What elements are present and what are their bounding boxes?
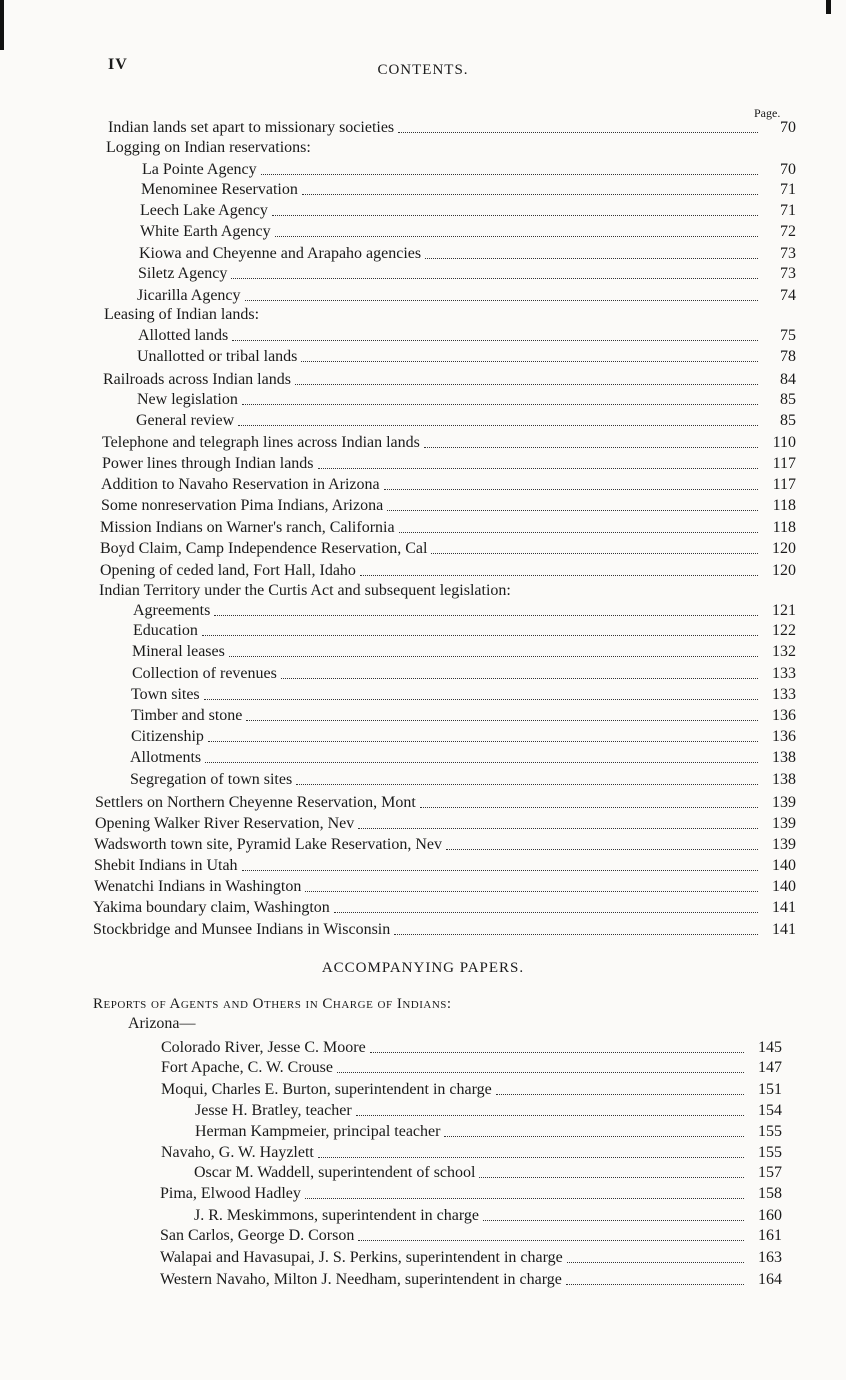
entry-label: Allotments: [130, 749, 202, 766]
report-entry: [160, 1226, 782, 1246]
page-reference: 117: [772, 455, 796, 472]
entry-label: Stockbridge and Munsee Indians in Wisconsin: [93, 921, 391, 938]
page-reference: 133: [772, 686, 796, 703]
page-reference: 117: [772, 476, 796, 493]
page-reference: 141: [772, 899, 796, 916]
page-reference: 71: [780, 202, 796, 219]
report-entry: [194, 1163, 782, 1183]
entry-label: Telephone and telegraph lines across Indian lands: [102, 434, 420, 451]
section-title-accompanying-papers: ACCOMPANYING PAPERS.: [321, 960, 525, 976]
dot-leader: [370, 1051, 744, 1053]
entry-label: Fort Apache, C. W. Crouse: [161, 1059, 333, 1076]
entry-label: Power lines through Indian lands: [102, 455, 314, 472]
entry-label: Siletz Agency: [138, 265, 228, 282]
page-reference: 147: [758, 1059, 782, 1076]
page-reference: 155: [758, 1123, 782, 1140]
dot-leader: [483, 1219, 744, 1221]
page-reference: 120: [772, 562, 796, 579]
page-reference: 121: [772, 602, 796, 619]
page-reference: 75: [780, 327, 796, 344]
page-reference: 136: [772, 707, 796, 724]
entry-label: Menominee Reservation: [141, 181, 298, 198]
entry-label: New legislation: [137, 391, 238, 408]
entry-label: Wadsworth town site, Pyramid Lake Reservation, Nev: [94, 836, 442, 853]
page-reference: 70: [780, 119, 796, 136]
entry-label: Mineral leases: [132, 643, 225, 660]
page-reference: 74: [780, 287, 796, 304]
report-entry: [160, 1248, 782, 1268]
page-reference: 85: [780, 412, 796, 429]
page-reference: 164: [758, 1271, 782, 1288]
dot-leader: [337, 1071, 744, 1073]
page-reference: 155: [758, 1144, 782, 1161]
page-reference: 151: [758, 1081, 782, 1098]
page-reference: 161: [758, 1227, 782, 1244]
page-reference: 140: [772, 857, 796, 874]
entry-label: Pima, Elwood Hadley: [160, 1185, 301, 1202]
entry-label: Opening Walker River Reservation, Nev: [95, 815, 355, 832]
entry-label: Segregation of town sites: [130, 771, 293, 788]
entry-label: Wenatchi Indians in Washington: [94, 878, 302, 895]
page-reference: 136: [772, 728, 796, 745]
page-reference: 72: [780, 223, 796, 240]
entry-label: Kiowa and Cheyenne and Arapaho agencies: [139, 245, 422, 262]
page-reference: 133: [772, 665, 796, 682]
entry-label: Oscar M. Waddell, superintendent of school: [194, 1164, 476, 1181]
report-entry: [160, 1270, 782, 1290]
report-entry: [161, 1143, 782, 1163]
entry-label: Education: [133, 622, 198, 639]
page-reference: 141: [772, 921, 796, 938]
page-reference: 139: [772, 836, 796, 853]
page-reference: 71: [780, 181, 796, 198]
page-reference: 70: [780, 161, 796, 178]
page-column-label: Page.: [754, 106, 781, 120]
page-reference: 158: [758, 1185, 782, 1202]
page-reference: 122: [772, 622, 796, 639]
page-reference: 139: [772, 815, 796, 832]
entry-label: Indian Territory under the Curtis Act and subsequent legislation:: [99, 582, 511, 599]
page-reference: 118: [772, 497, 796, 514]
page-reference: 154: [758, 1102, 782, 1119]
entry-label: Mission Indians on Warner's ranch, California: [100, 519, 395, 536]
entry-label: Collection of revenues: [132, 665, 277, 682]
page-number: IV: [108, 56, 128, 73]
page-title: CONTENTS.: [377, 62, 469, 78]
page-reference: 139: [772, 794, 796, 811]
entry-label: Unallotted or tribal lands: [137, 348, 298, 365]
entry-label: Timber and stone: [131, 707, 243, 724]
report-entry: [161, 1058, 782, 1078]
dot-leader: [318, 1156, 744, 1158]
entry-label: Moqui, Charles E. Burton, superintendent in charge: [161, 1081, 492, 1098]
report-entry: [160, 1184, 782, 1204]
entry-label: General review: [136, 412, 235, 429]
entry-label: San Carlos, George D. Corson: [160, 1227, 355, 1244]
page-reference: 84: [780, 371, 796, 388]
report-entry: [195, 1101, 782, 1121]
entry-label: Town sites: [131, 686, 200, 703]
entry-label: Jicarilla Agency: [137, 287, 241, 304]
page-reference: 140: [772, 878, 796, 895]
page-reference: 163: [758, 1249, 782, 1266]
entry-label: Herman Kampmeier, principal teacher: [195, 1123, 441, 1140]
entry-label: Indian lands set apart to missionary societies: [108, 119, 395, 136]
page-reference: 132: [772, 643, 796, 660]
page-reference: 145: [758, 1039, 782, 1056]
entry-label: Railroads across Indian lands: [103, 371, 291, 388]
page-reference: 78: [780, 348, 796, 365]
entry-label: Yakima boundary claim, Washington: [93, 899, 330, 916]
page-reference: 73: [780, 245, 796, 262]
page-reference: 73: [780, 265, 796, 282]
page-reference: 157: [758, 1164, 782, 1181]
entry-label: Allotted lands: [138, 327, 229, 344]
entry-label: Citizenship: [131, 728, 204, 745]
entry-label: Logging on Indian reservations:: [106, 139, 311, 156]
page-reference: 160: [758, 1207, 782, 1224]
entry-label: La Pointe Agency: [142, 161, 257, 178]
entry-label: J. R. Meskimmons, superintendent in charge: [194, 1207, 479, 1224]
dot-leader: [305, 1197, 744, 1199]
report-entry: [194, 1206, 782, 1226]
entry-label: Leech Lake Agency: [140, 202, 268, 219]
entry-label: Agreements: [133, 602, 211, 619]
page-reference: 120: [772, 540, 796, 557]
entry-label: Western Navaho, Milton J. Needham, superintendent in charge: [160, 1271, 562, 1288]
page-reference: 138: [772, 771, 796, 788]
dot-leader: [358, 1239, 744, 1241]
state-heading: Arizona—: [128, 1015, 196, 1032]
entry-label: Navaho, G. W. Hayzlett: [161, 1144, 314, 1161]
page-reference: 138: [772, 749, 796, 766]
page-reference: 118: [772, 519, 796, 536]
dot-leader: [479, 1176, 744, 1178]
entry-label: Leasing of Indian lands:: [104, 306, 260, 323]
report-entry: [161, 1038, 782, 1058]
entry-label: Opening of ceded land, Fort Hall, Idaho: [100, 562, 356, 579]
entry-label: Walapai and Havasupai, J. S. Perkins, superintendent in charge: [160, 1249, 563, 1266]
page-reference: 85: [780, 391, 796, 408]
dot-leader: [566, 1283, 744, 1285]
dot-leader: [356, 1114, 744, 1116]
entry-label: Addition to Navaho Reservation in Arizona: [101, 476, 380, 493]
entry-label: Boyd Claim, Camp Independence Reservation, Cal: [100, 540, 428, 557]
dot-leader: [496, 1093, 744, 1095]
page-reference: 110: [772, 434, 796, 451]
dot-leader: [444, 1135, 744, 1137]
entry-label: Colorado River, Jesse C. Moore: [161, 1039, 366, 1056]
reports-heading: Reports of Agents and Others in Charge of Indians:: [93, 996, 452, 1012]
entry-label: White Earth Agency: [140, 223, 271, 240]
entry-label: Jesse H. Bratley, teacher: [195, 1102, 352, 1119]
entry-label: Settlers on Northern Cheyenne Reservation, Mont: [95, 794, 416, 811]
report-entry: [161, 1080, 782, 1100]
entry-label: Shebit Indians in Utah: [94, 857, 238, 874]
entry-label: Some nonreservation Pima Indians, Arizona: [101, 497, 384, 514]
report-entry: [195, 1122, 782, 1142]
dot-leader: [567, 1261, 744, 1263]
